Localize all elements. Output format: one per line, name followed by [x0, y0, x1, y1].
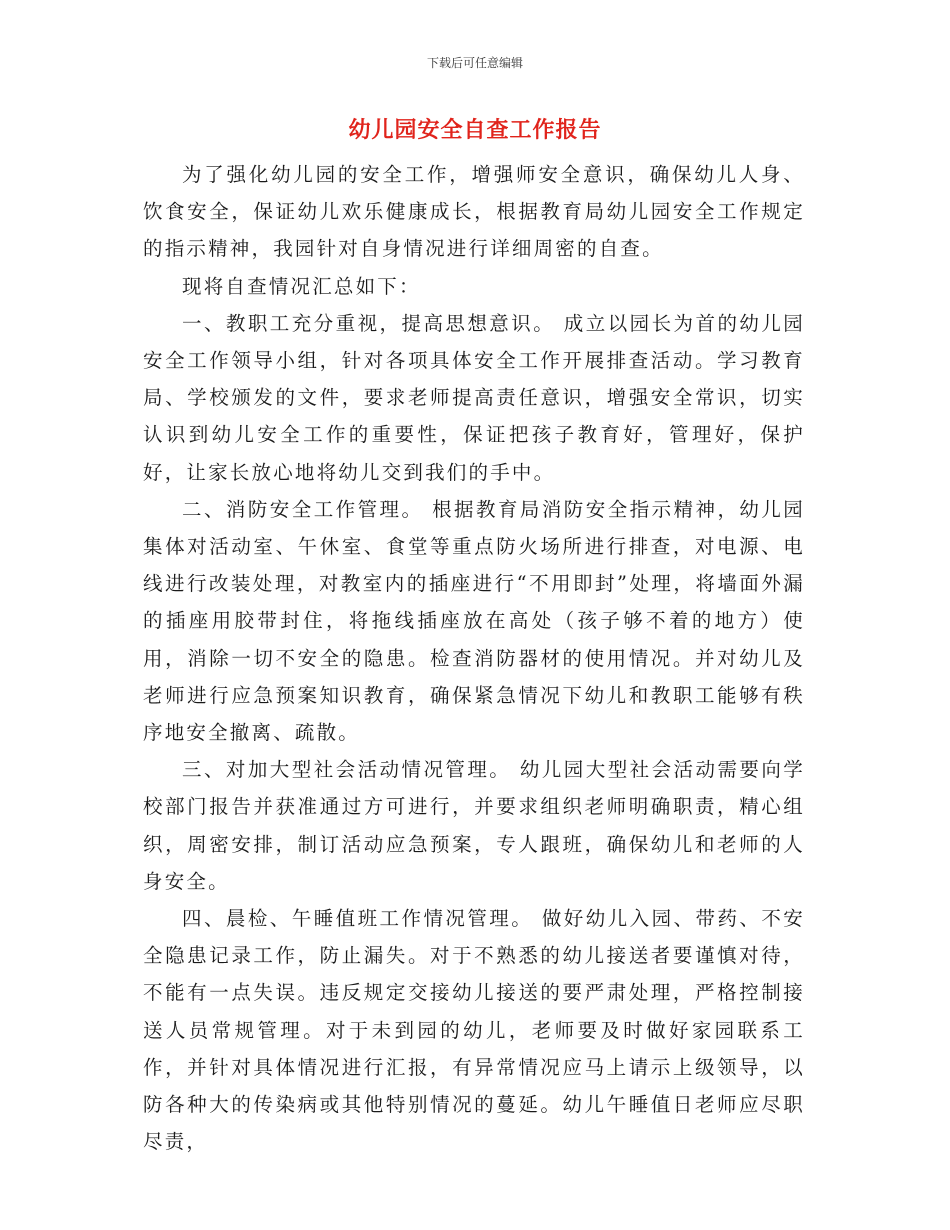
paragraph-section-3: 三、对加大型社会活动情况管理。 幼儿园大型社会活动需要向学校部门报告并获准通过方可进行，并要求组织老师明确职责，精心组织，周密安排，制订活动应急预案，专人跟班，确保幼儿和老师的人身安全。	[143, 758, 805, 893]
document-title: 幼儿园安全自查工作报告	[348, 118, 602, 143]
paragraph-intro: 为了强化幼儿园的安全工作，增强师安全意识，确保幼儿人身、饮食安全，保证幼儿欢乐健康成长，根据教育局幼儿园安全工作规定的指示精神，我园针对自身情况进行详细周密的自查。	[143, 163, 805, 261]
document-body	[143, 156, 805, 1160]
paragraph-section-2: 二、消防安全工作管理。 根据教育局消防安全指示精神，幼儿园集体对活动室、午休室、食堂等重点防火场所进行排查，对电源、电线进行改装处理，对教室内的插座进行“不用即封”处理，将墙面外漏的插座用胶带封住，将拖线插座放在高处（孩子够不着的地方）使用，消除一切不安全的隐患。检查消防器材的使用情况。并对幼儿及老师进行应急预案知识教育，确保紧急情况下幼儿和教职工能够有秩序地安全撤离、疏散。	[143, 497, 805, 745]
header-note: 下载后可任意编辑	[426, 56, 523, 70]
paragraph-section-4: 四、晨检、午睡值班工作情况管理。 做好幼儿入园、带药、不安全隐患记录工作，防止漏失。对于不熟悉的幼儿接送者要谨慎对待，不能有一点失误。违反规定交接幼儿接送的要严肃处理，严格控制接送人员常规管理。对于未到园的幼儿，老师要及时做好家园联系工作，并针对具体情况进行汇报，有异常情况应马上请示上级领导，以防各种大的传染病或其他特别情况的蔓延。幼儿午睡值日老师应尽职尽责，	[143, 907, 805, 1154]
paragraph-section-1: 一、教职工充分重视，提高思想意识。 成立以园长为首的幼儿园安全工作领导小组，针对各项具体安全工作开展排查活动。学习教育局、学校颁发的文件，要求老师提高责任意识，增强安全常识，切实认识到幼儿安全工作的重要性，保证把孩子教育好，管理好，保护好，让家长放心地将幼儿交到我们的手中。	[143, 311, 805, 484]
paragraph-summary-lead: 现将自查情况汇总如下：	[182, 274, 421, 298]
